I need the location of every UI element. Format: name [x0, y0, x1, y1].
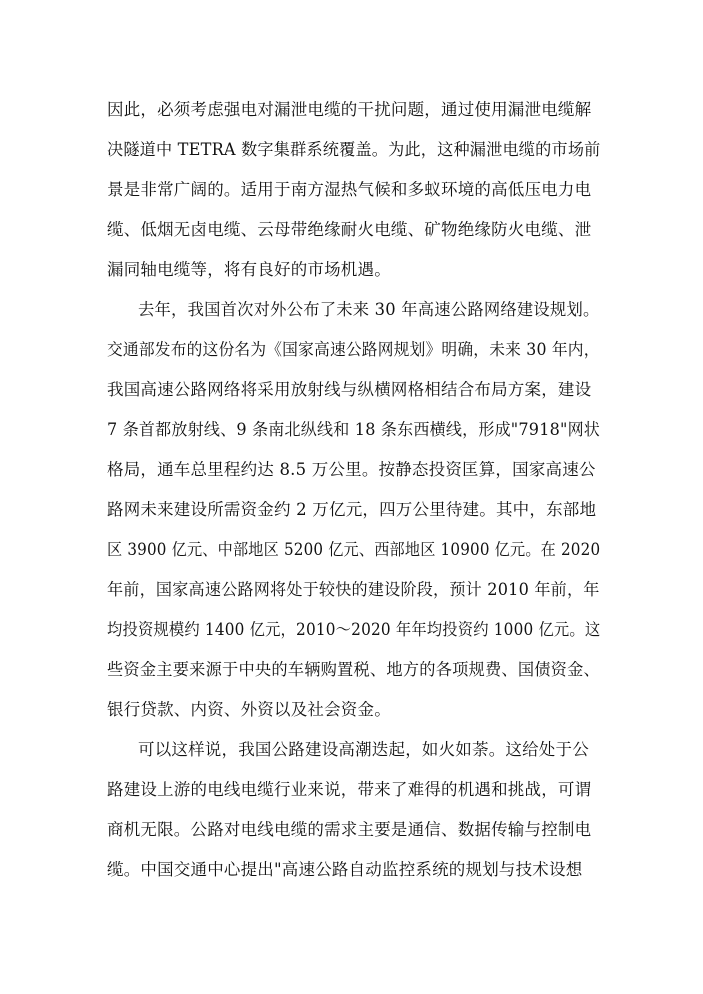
text-line: 缆、低烟无卤电缆、云母带绝缘耐火电缆、矿物绝缘防火电缆、泄: [107, 220, 592, 239]
paragraph-start-line: 可以这样说，我国公路建设高潮迭起，如火如荼。这给处于公: [138, 740, 589, 759]
text-line: 商机无限。公路对电线电缆的需求主要是通信、数据传输与控制电: [107, 820, 592, 839]
text-line: 年前，国家高速公路网将处于较快的建设阶段，预计 2010 年前，年: [107, 580, 600, 599]
text-line: 路建设上游的电线电缆行业来说，带来了难得的机遇和挑战，可谓: [107, 780, 592, 799]
text-line: 交通部发布的这份名为《国家高速公路网规划》明确，未来 30 年内，: [107, 340, 600, 359]
text-line: 格局，通车总里程约达 8.5 万公里。按静态投资匡算，国家高速公: [107, 460, 596, 479]
text-line: 我国高速公路网络将采用放射线与纵横网格相结合布局方案，建设: [107, 380, 592, 399]
text-line: 银行贷款、内资、外资以及社会资金。: [107, 700, 391, 719]
text-line: 景是非常广阔的。适用于南方湿热气候和多蚁环境的高低压电力电: [107, 180, 592, 199]
text-line: 区 3900 亿元、中部地区 5200 亿元、西部地区 10900 亿元。在 2020: [107, 540, 601, 559]
text-line: 些资金主要来源于中央的车辆购置税、地方的各项规费、国债资金、: [107, 660, 600, 679]
text-line: 路网未来建设所需资金约 2 万亿元，四万公里待建。其中，东部地: [107, 500, 597, 519]
text-line: 漏同轴电缆等，将有良好的市场机遇。: [107, 260, 391, 279]
text-line: 缆。中国交通中心提出"高速公路自动监控系统的规划与技术设想: [107, 860, 583, 879]
paragraph-start-line: 去年，我国首次对外公布了未来 30 年高速公路网络建设规划。: [138, 300, 600, 319]
text-line: 均投资规模约 1400 亿元，2010～2020 年年均投资约 1000 亿元。这: [107, 620, 601, 639]
text-line: 7 条首都放射线、9 条南北纵线和 18 条东西横线，形成"7918"网状: [107, 420, 601, 439]
text-line: 因此，必须考虑强电对漏泄电缆的干扰问题，通过使用漏泄电缆解: [107, 100, 592, 119]
text-line: 决隧道中 TETRA 数字集群系统覆盖。为此，这种漏泄电缆的市场前: [107, 140, 601, 159]
